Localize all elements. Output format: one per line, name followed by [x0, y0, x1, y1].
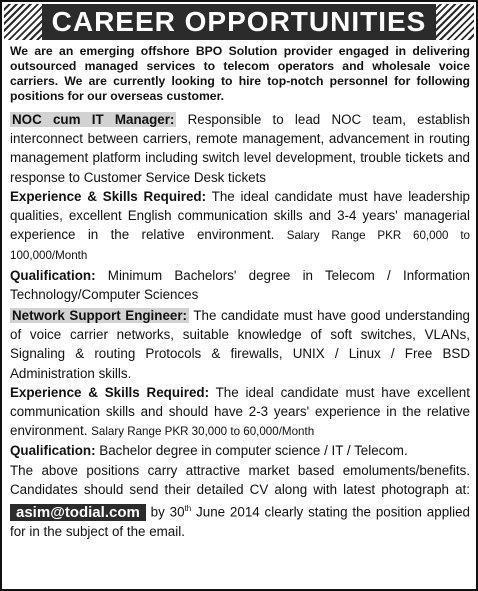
contact-email[interactable]: asim@todial.com — [10, 504, 146, 521]
position1-experience-text: The ideal candidate must have leadership qualities, excellent English communication skills and 3-4 years' managerial experience in the relative environment. — [10, 188, 470, 243]
position1-description — [10, 110, 470, 187]
position2-description — [10, 306, 470, 383]
position2-qualification-text: Bachelor degree in computer science / IT / Telecom. — [95, 443, 408, 459]
position1-experience — [10, 187, 470, 266]
date-suffix: th — [184, 504, 192, 514]
position2-qualification-heading: Qualification: — [10, 443, 96, 459]
intro-text: We are an emerging offshore BPO Solution provider engaged in delivering outsourced managed services to telecom operators and wholesale voice carriers. We are currently looking to hire top-notch personnel for following positions for our overseas customer. — [10, 44, 470, 103]
position1-title: NOC cum IT Manager: — [12, 112, 175, 127]
position1-salary: Salary Range PKR 60,000 to 100,000/Month — [10, 229, 470, 263]
position1-qualification — [10, 266, 470, 304]
position2-experience-text: The ideal candidate must have excellent communication skills and should have 2-3 years' experience in the relative environment. — [10, 384, 470, 439]
position1-qualification-text: Minimum Bachelors' degree in Telecom / Information Technology/Computer Sciences — [10, 267, 470, 302]
ad-content — [10, 44, 470, 541]
position2-description-text: The candidate must have good understanding of voice carrier networks, suitable knowledge of soft switches, VLANs, Signaling & routing Protocols & firewalls, UNIX / Linux / Free BSD Administration skills. — [10, 308, 470, 381]
position1-qualification-heading: Qualification: — [10, 267, 96, 283]
closing-text-part2: by 30 — [145, 504, 185, 520]
closing-text-part3: June 2014 clearly stating the position applied for in the subject of the email. — [10, 504, 470, 539]
closing-text-part1: The above positions carry attractive market based emoluments/benefits. Candidates should send their detailed CV along with latest photograph at: — [10, 462, 470, 497]
position2-experience — [10, 383, 470, 442]
position2-salary: Salary Range PKR 30,000 to 60,000/Month — [91, 425, 315, 439]
position2-qualification — [10, 441, 470, 460]
position2-title: Network Support Engineer: — [12, 308, 188, 324]
header-banner — [4, 4, 474, 40]
position2-experience-heading: Experience & Skills Required: — [10, 384, 210, 400]
page-title: CAREER OPPORTUNITIES — [42, 4, 437, 40]
position1-experience-heading: Experience & Skills Required: — [10, 188, 207, 204]
closing-text — [10, 461, 470, 541]
position1-description-text: Responsible to lead NOC team, establish interconnect between carriers, remote management, advancement in routing management platform including switch level development, trouble tickets and response to Customer Service Desk tickets — [10, 112, 470, 185]
